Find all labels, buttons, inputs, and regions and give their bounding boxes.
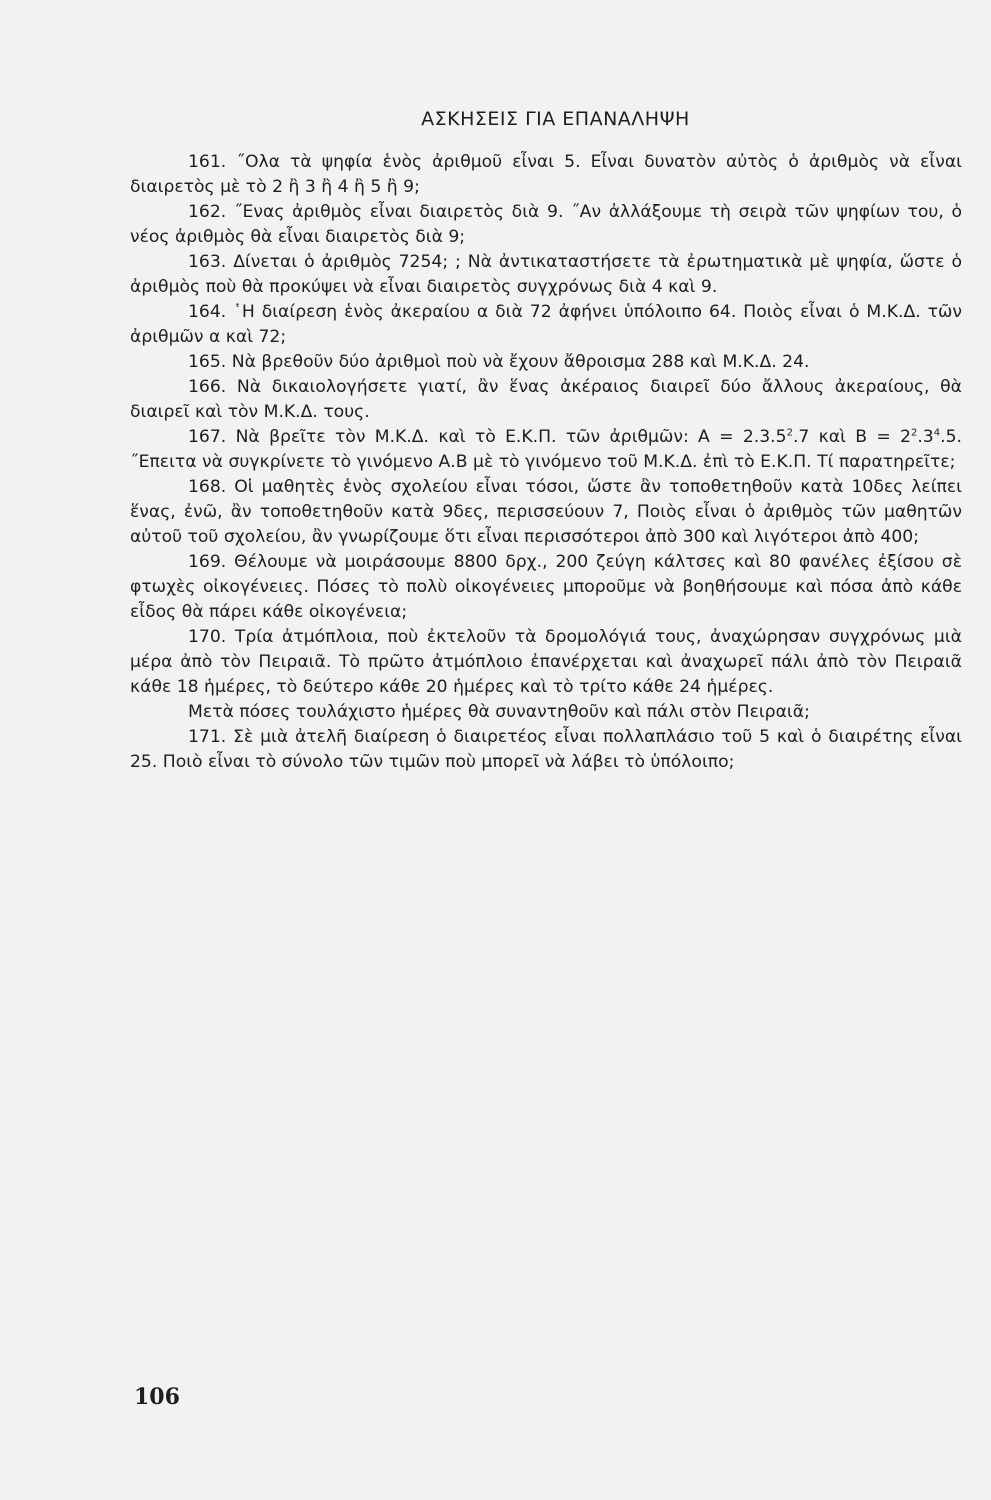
exercise-167-part-b: .7 καὶ Β = 2 (792, 427, 911, 447)
page-number: 106 (134, 1384, 180, 1410)
exercise-167-part-c: .3 (917, 427, 934, 447)
exercise-167-part-d: .5. ˝Επειτα νὰ συγκρίνετε τὸ γινόμενο Α.Β μὲ τὸ γινόμενο τοῦ Μ.Κ.Δ. ἐπὶ τὸ Ε.Κ.Π. Τί παρατηρεῖτε; (130, 427, 962, 472)
exercise-163: 163. Δίνεται ὁ ἀριθμὸς 7254; ; Νὰ ἀντικαταστήσετε τὰ ἐρωτηματικὰ μὲ ψηφία, ὥστε ὁ ἀριθμὸς ποὺ θὰ προκύψει νὰ εἶναι διαιρετὸς συγχρόνως διὰ 4 καὶ 9. (130, 252, 962, 297)
exercise-161: 161. ˝Ολα τὰ ψηφία ἑνὸς ἀριθμοῦ εἶναι 5. Εἶναι δυνατὸν αὐτὸς ὁ ἀριθμὸς νὰ εἶναι διαιρετὸς μὲ τὸ 2 ἢ 3 ἢ 4 ἢ 5 ἢ 9; (130, 152, 962, 197)
exercise-162: 162. ˝Ενας ἀριθμὸς εἶναι διαιρετὸς διὰ 9. ˝Αν ἀλλάξουμε τὴ σειρὰ τῶν ψηφίων του, ὁ νέος ἀριθμὸς θὰ εἶναι διαιρετὸς διὰ 9; (130, 202, 962, 247)
exercise-170-question: Μετὰ πόσες τουλάχιστο ἡμέρες θὰ συναντηθοῦν καὶ πάλι στὸν Πειραιᾶ; (188, 702, 810, 722)
exercise-164: 164. ῾Η διαίρεση ἑνὸς ἀκεραίου α διὰ 72 ἀφήνει ὑπόλοιπο 64. Ποιὸς εἶναι ὁ Μ.Κ.Δ. τῶν ἀριθμῶν α καὶ 72; (130, 302, 962, 347)
exercise-171: 171. Σὲ μιὰ ἀτελῆ διαίρεση ὁ διαιρετέος εἶναι πολλαπλάσιο τοῦ 5 καὶ ὁ διαιρέτης εἶναι 25. Ποιὸ εἶναι τὸ σύνολο τῶν τιμῶν ποὺ μπορεῖ νὰ λάβει τὸ ὑπόλοιπο; (130, 727, 962, 772)
exponent: 4 (933, 427, 941, 439)
exercise-list (130, 150, 962, 775)
exercise-167-part-a: 167. Νὰ βρεῖτε τὸν Μ.Κ.Δ. καὶ τὸ Ε.Κ.Π. τῶν ἀριθμῶν: Α = 2.3.5 (188, 427, 787, 447)
exercise-168: 168. Οἱ μαθητὲς ἑνὸς σχολείου εἶναι τόσοι, ὥστε ἂν τοποθετηθοῦν κατὰ 10δες λείπει ἕνας, ἐνῶ, ἂν τοποθετηθοῦν κατὰ 9δες, περισσεύουν 7, Ποιὸς εἶναι ὁ ἀριθμὸς τῶν μαθητῶν αὐτοῦ τοῦ σχολείου, ἂν γνωρίζουμε ὅτι εἶναι περισσότεροι ἀπὸ 300 καὶ λιγότεροι ἀπὸ 400; (130, 477, 962, 547)
exercise-167 (130, 425, 962, 475)
exercise-169: 169. Θέλουμε νὰ μοιράσουμε 8800 δρχ., 200 ζεύγη κάλτσες καὶ 80 φανέλες ἐξίσου σὲ φτωχὲς οἰκογένειες. Πόσες τὸ πολὺ οἰκογένειες μποροῦμε νὰ βοηθήσουμε καὶ πόσα ἀπὸ κάθε εἶδος θὰ πάρει κάθε οἰκογένεια; (130, 552, 962, 622)
exercise-165: 165. Νὰ βρεθοῦν δύο ἀριθμοὶ ποὺ νὰ ἔχουν ἄθροισμα 288 καὶ Μ.Κ.Δ. 24. (188, 352, 810, 372)
exponent: 2 (786, 427, 793, 439)
page-title: ΑΣΚΗΣΕΙΣ ΓΙΑ ΕΠΑΝΑΛΗΨΗ (421, 108, 690, 130)
exponent: 2 (910, 427, 918, 439)
exercise-166: 166. Νὰ δικαιολογήσετε γιατί, ἂν ἕνας ἀκέραιος διαιρεῖ δύο ἄλλους ἀκεραίους, θὰ διαιρεῖ καὶ τὸν Μ.Κ.Δ. τους. (130, 377, 962, 422)
exercise-170: 170. Τρία ἀτμόπλοια, ποὺ ἐκτελοῦν τὰ δρομολόγιά τους, ἀναχώρησαν συγχρόνως μιὰ μέρα ἀπὸ τὸν Πειραιᾶ. Τὸ πρῶτο ἀτμόπλοιο ἐπανέρχεται καὶ ἀναχωρεῖ πάλι ἀπὸ τὸν Πειραιᾶ κάθε 18 ἡμέρες, τὸ δεύτερο κάθε 20 ἡμέρες καὶ τὸ τρίτο κάθε 24 ἡμέρες. (130, 627, 962, 697)
